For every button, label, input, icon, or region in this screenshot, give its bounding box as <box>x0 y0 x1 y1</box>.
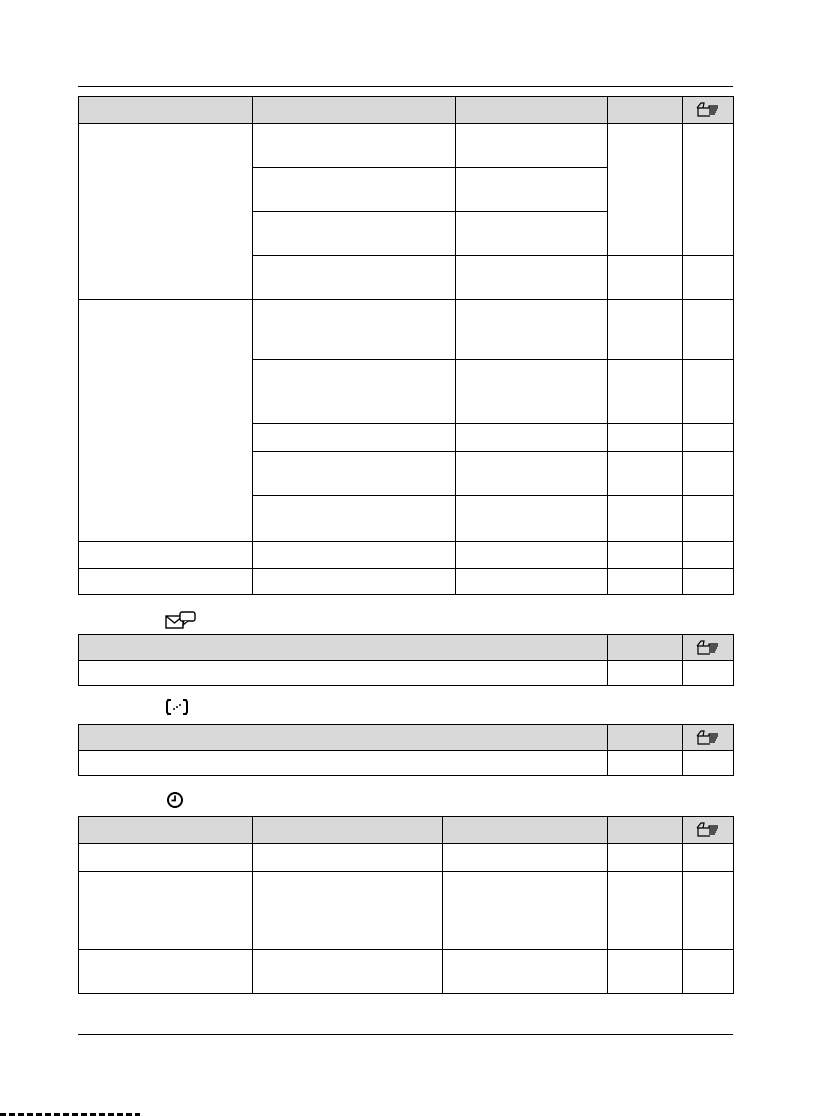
table-cell <box>253 168 456 212</box>
header-pointer-cell <box>683 725 734 751</box>
header-cell <box>79 635 608 661</box>
header-cell <box>79 817 253 844</box>
table-cell <box>456 496 608 542</box>
header-cell <box>253 817 443 844</box>
top-rule <box>78 86 733 87</box>
table-header-row <box>79 635 734 661</box>
table-cell <box>79 872 253 950</box>
table-cell <box>253 360 456 424</box>
bottom-rule <box>78 1034 733 1035</box>
table-cell <box>608 844 683 872</box>
header-cell <box>79 725 608 751</box>
table-cell <box>608 661 683 686</box>
table-cell <box>608 950 683 994</box>
table-cell <box>683 496 734 542</box>
header-pointer-cell <box>683 817 734 844</box>
table-cell <box>253 542 456 569</box>
table-row <box>79 300 734 360</box>
bracket-dots-icon <box>165 698 189 716</box>
table-cell <box>456 452 608 496</box>
table-cell <box>79 542 253 569</box>
table-cell <box>253 212 456 256</box>
table-cell <box>253 256 456 300</box>
table-cell <box>456 542 608 569</box>
table-cell <box>608 360 683 424</box>
table-cell <box>683 300 734 360</box>
table-cell <box>79 124 253 300</box>
table-cell <box>253 950 443 994</box>
table-cell <box>79 661 608 686</box>
table-cell <box>456 300 608 360</box>
table-cell <box>683 256 734 300</box>
message-envelope-icon <box>165 611 197 629</box>
table-cell <box>79 569 253 595</box>
table-cell <box>253 496 456 542</box>
table-cell <box>683 950 734 994</box>
table-cell <box>683 452 734 496</box>
settings-table-4 <box>78 816 734 994</box>
table-cell <box>608 424 683 452</box>
table-cell <box>79 950 253 994</box>
table-cell <box>683 360 734 424</box>
table-cell <box>608 542 683 569</box>
table-cell <box>79 751 608 776</box>
table-cell <box>253 844 443 872</box>
table-cell <box>443 872 608 950</box>
table-cell <box>456 569 608 595</box>
table-cell <box>443 844 608 872</box>
table-cell <box>456 124 608 168</box>
table-cell <box>608 300 683 360</box>
table-cell <box>608 569 683 595</box>
settings-table-2 <box>78 634 734 686</box>
table-row <box>79 751 734 776</box>
table-cell <box>253 124 456 168</box>
table-cell <box>79 844 253 872</box>
table-cell <box>443 950 608 994</box>
table-row <box>79 950 734 994</box>
pointing-hand-icon <box>695 102 721 118</box>
header-cell <box>608 725 683 751</box>
table-cell <box>683 424 734 452</box>
table-row <box>79 844 734 872</box>
table-cell <box>683 124 734 256</box>
table-row <box>79 124 734 168</box>
table-cell <box>253 300 456 360</box>
header-cell <box>456 97 608 124</box>
header-cell <box>608 635 683 661</box>
pointing-hand-icon <box>695 640 721 656</box>
table-cell <box>253 872 443 950</box>
table-row <box>79 661 734 686</box>
table-header-row <box>79 725 734 751</box>
table-cell <box>456 256 608 300</box>
table-cell <box>683 872 734 950</box>
table-row <box>79 569 734 595</box>
table-header-row <box>79 97 734 124</box>
pointing-hand-icon <box>695 822 721 838</box>
header-cell <box>443 817 608 844</box>
table-row <box>79 542 734 569</box>
table-cell <box>683 542 734 569</box>
table-cell <box>608 496 683 542</box>
table-cell <box>79 300 253 542</box>
table-cell <box>608 256 683 300</box>
settings-table-1 <box>78 96 734 595</box>
header-cell <box>608 817 683 844</box>
table-header-row <box>79 817 734 844</box>
table-row <box>79 872 734 950</box>
clock-icon <box>166 791 184 809</box>
table-cell <box>456 424 608 452</box>
table-cell <box>456 360 608 424</box>
header-cell <box>79 97 253 124</box>
table-cell <box>608 751 683 776</box>
table-cell <box>683 751 734 776</box>
table-cell <box>608 452 683 496</box>
pointing-hand-icon <box>695 730 721 746</box>
table-cell <box>253 569 456 595</box>
table-cell <box>683 661 734 686</box>
table-cell <box>683 569 734 595</box>
header-pointer-cell <box>683 97 734 124</box>
table-cell <box>683 844 734 872</box>
table-cell <box>456 212 608 256</box>
settings-table-3 <box>78 724 734 776</box>
header-cell <box>253 97 456 124</box>
table-cell <box>608 124 683 256</box>
table-cell <box>608 872 683 950</box>
table-cell <box>253 424 456 452</box>
table-cell <box>456 168 608 212</box>
header-cell <box>608 97 683 124</box>
table-cell <box>253 452 456 496</box>
header-pointer-cell <box>683 635 734 661</box>
